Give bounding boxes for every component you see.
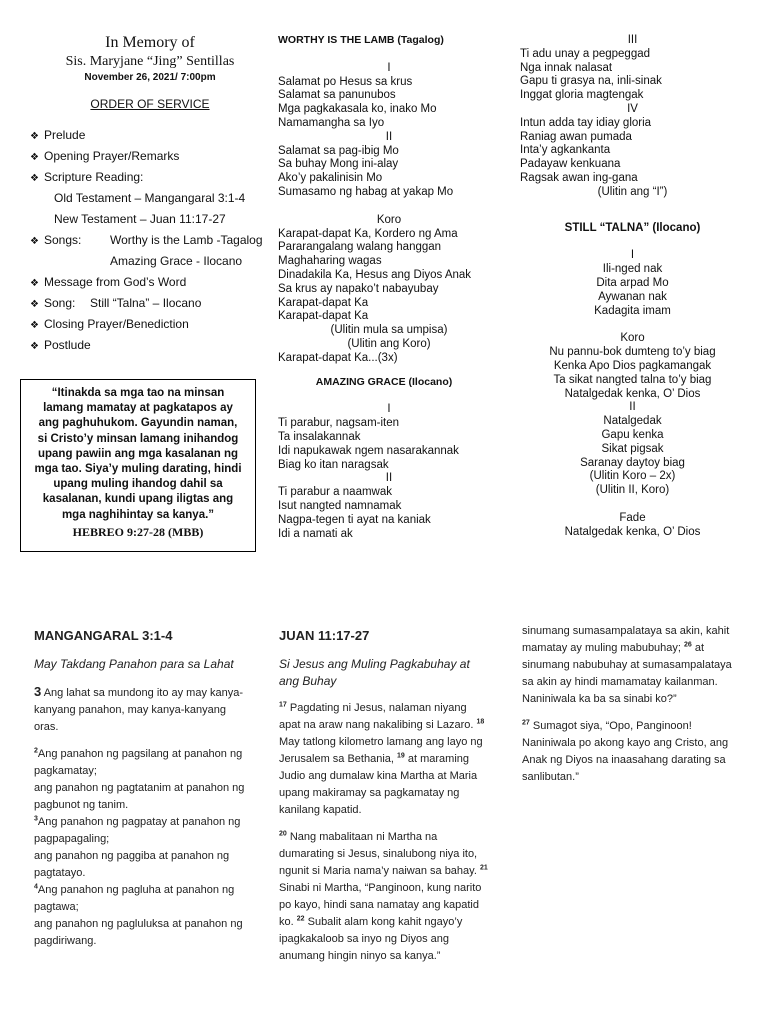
- verse-number: II: [629, 401, 636, 414]
- lyric-line: Namamangha sa Iyo: [278, 116, 385, 129]
- diamond-bullet-icon: ❖: [30, 152, 39, 163]
- lyric-line: Raniag awan pumada: [520, 130, 632, 143]
- fade-label: Fade: [619, 511, 646, 524]
- order-subitem: Old Testament – Mangangaral 3:1-4: [54, 191, 246, 205]
- lyric-line: Nga innak nalasat: [520, 61, 613, 74]
- scripture-paragraph: $^{17}$ Pagdating ni Jesus, nalaman niyang apat na araw nang nakalibing si Lazaro. $^{18}$ May tatlong kilometro lamang ang layo ng Jerusalem sa Bethania, $^{19}$ at maraming Judio ang dumalaw kina Martha at Maria upang makiramay sa pagkamatay ng kanilang kapatid.: [279, 701, 485, 816]
- lyric-line: Natalgedak kenka, O’ Dios: [564, 387, 701, 400]
- lyric-line: Dita arpad Mo: [596, 276, 669, 289]
- diamond-bullet-icon: ❖: [30, 236, 39, 247]
- lyric-line: Natalgedak kenka, O’ Dios: [564, 525, 701, 538]
- lyric-line: Ta insalakannak: [278, 430, 361, 443]
- lyric-line: Idi napukawak ngem nasarakannak: [278, 444, 459, 457]
- lyric-line: Padayaw kenkuana: [520, 158, 621, 171]
- diamond-bullet-icon: ❖: [30, 320, 39, 331]
- verse-text: “Itinakda sa mga tao na minsan lamang mamatay at pagkatapos ay ang paghuhukom. Gayundin naman, si Cristo’y minsan lamang inihandog upang pawiin ang mga kasalanan ng mga tao. Siya’y muling darating, hindi upang muling ihandog dahil sa kasalanan, kundi upang iligtas ang mga naghihintay sa kanya.”: [34, 387, 242, 521]
- song-title-amazing: AMAZING GRACE (Ilocano): [315, 375, 453, 388]
- lyric-line: Karapat-dapat Ka, Kordero ng Ama: [278, 227, 458, 240]
- lyric-line: Kadagita imam: [594, 304, 671, 317]
- verse-reference: HEBREO 9:27-28 (MBB): [72, 524, 204, 539]
- lyric-line: Sa buhay Mong ini-alay: [278, 158, 399, 171]
- lyric-line: Natalgedak: [603, 415, 662, 428]
- lyric-line: Biag ko itan naragsak: [278, 458, 389, 471]
- repeat-note: (Ulitin Koro – 2x): [589, 470, 676, 483]
- section-title: JUAN 11:17-27: [279, 628, 370, 643]
- memorial-name: Sis. Maryjane “Jing” Sentillas: [65, 54, 235, 69]
- lyric-line: Sumasamo ng habag at yakap Mo: [278, 185, 454, 198]
- diamond-bullet-icon: ❖: [30, 173, 39, 184]
- verse-number: III: [627, 34, 638, 46]
- lyric-line: Ti parabur, nagsam-iten: [278, 417, 400, 430]
- lyric-line: Isut nangted namnamak: [278, 499, 402, 512]
- memorial-column: [30, 34, 263, 356]
- section-subtitle: May Takdang Panahon para sa Lahat: [34, 657, 234, 671]
- repeat-note: (Ulitin ang “I”): [597, 185, 668, 198]
- lyric-line: Ako’y pakalinisin Mo: [278, 172, 383, 185]
- order-subitem: New Testament – Juan 11:17-27: [54, 212, 226, 226]
- order-subitem: Amazing Grace - Ilocano: [110, 254, 243, 268]
- order-item: ❖ Songs: Worthy is the Lamb -Tagalog: [30, 230, 260, 251]
- lyric-line: Idi a namati ak: [278, 527, 353, 540]
- lyric-line: Salamat po Hesus sa krus: [278, 75, 413, 88]
- order-item: ❖ Opening Prayer/Remarks: [30, 146, 260, 167]
- juan-section: [279, 627, 491, 965]
- repeat-note: (Ulitin mula sa umpisa): [330, 324, 448, 337]
- memorial-date: November 26, 2021/ 7:00pm: [84, 72, 216, 83]
- verse-number: II: [385, 130, 393, 143]
- lyric-line: Ti adu unay a pegpeggad: [520, 47, 651, 60]
- lyric-line: Kenka Apo Dios pagkamangak: [553, 359, 712, 372]
- lyric-line: Ili-nged nak: [602, 263, 663, 276]
- lyric-line: Saranay daytoy biag: [580, 456, 685, 469]
- lyric-line: Sikat pigsak: [601, 442, 664, 455]
- lyric-line: Ti parabur a naamwak: [278, 486, 392, 499]
- mangangaral-section: [34, 627, 246, 950]
- order-item: ❖ Scripture Reading:: [30, 167, 260, 188]
- diamond-bullet-icon: ❖: [30, 299, 39, 310]
- order-title: ORDER OF SERVICE: [90, 97, 210, 111]
- lyrics-column-3: [520, 34, 745, 540]
- lyric-line: Karapat-dapat Ka...(3x): [278, 351, 398, 364]
- verse-box: [20, 379, 256, 552]
- lyric-line: Sa krus ay napako’t nabayubay: [278, 282, 439, 295]
- scripture-paragraph: $^2$Ang panahon ng pagsilang at panahon ng pagkamatay; ang panahon ng pagtatanim at panahon ng pagbunot ng tanim. $^3$Ang panahon ng pagpatay at panahon ng pagpapagaling; ang panahon ng paggiba at panahon ng pagtatayo. $^4$Ang panahon ng pagluha at panahon ng pagtawa; ang panahon ng pagluluksa at panahon ng pagdiriwang.: [34, 747, 245, 947]
- order-list: [30, 125, 263, 356]
- lyric-line: Nu pannu-bok dumteng to’y biag: [549, 346, 716, 359]
- chorus-label: Koro: [620, 332, 645, 345]
- lyric-line: Intun adda tay idiay gloria: [520, 116, 652, 129]
- lyric-line: Karapat-dapat Ka: [278, 296, 369, 309]
- order-item: ❖ Postlude: [30, 335, 260, 356]
- verse-number: II: [385, 472, 393, 485]
- verse-number: I: [630, 249, 635, 262]
- verse-number: I: [387, 61, 391, 74]
- verse-number: I: [387, 403, 391, 416]
- lyric-line: Maghaharing wagas: [278, 255, 382, 268]
- order-item: ❖ Prelude: [30, 125, 260, 146]
- scripture-paragraph: sinumang sumasampalataya sa akin, kahit mamatay ay muling mabubuhay; $^{26}$ at sinumang nabubuhay at sumasampalataya sa akin ay hindi mamamatay kailanman. Naniniwala ka ba sa sinabi ko?”: [522, 625, 732, 705]
- repeat-note: (Ulitin ang Koro): [347, 337, 431, 350]
- section-subtitle: Si Jesus ang Muling Pagkabuhay at ang Buhay: [279, 657, 470, 688]
- lyric-line: Nagpa-tegen ti ayat na kaniak: [278, 513, 431, 526]
- repeat-note: (Ulitin II, Koro): [595, 484, 670, 497]
- diamond-bullet-icon: ❖: [30, 131, 39, 142]
- lyric-line: Dinadakila Ka, Hesus ang Diyos Anak: [278, 268, 472, 281]
- order-item: ❖ Message from God’s Word: [30, 272, 260, 293]
- scripture-paragraph: 3 Ang lahat sa mundong ito ay may kanya-kanyang panahon, may kanya-kanyang oras.: [34, 684, 244, 733]
- song-title-talna: STILL “TALNA” (Ilocano): [564, 221, 701, 234]
- lyric-line: Salamat sa pag-ibig Mo: [278, 144, 399, 157]
- diamond-bullet-icon: ❖: [30, 278, 39, 289]
- diamond-bullet-icon: ❖: [30, 341, 39, 352]
- lyric-line: Gapu ti grasya na, inli-sinak: [520, 75, 662, 88]
- lyric-line: Gapu kenka: [601, 428, 664, 441]
- lyric-line: Karapat-dapat Ka: [278, 310, 369, 323]
- scripture-paragraph: $^{20}$ Nang mabalitaan ni Martha na dumarating si Jesus, sinalubong niya ito, ngunit si Maria nama’y naiwan sa bahay. $^{21}$ Sinabi ni Martha, “Panginoon, kung narito po kayo, hindi sana namatay ang kapatid ko. $^{22}$ Subalit alam kong kahit ngayo’y ipagkakaloob sa inyo ng Diyos ang anumang hingin ninyo sa kanya.”: [279, 830, 488, 962]
- lyric-line: Inggat gloria magtengak: [520, 89, 644, 102]
- juan-section-continued: [522, 623, 744, 786]
- lyric-line: Ta sikat nangted talna to’y biag: [553, 373, 712, 386]
- lyrics-column-2: [278, 34, 500, 541]
- lyric-line: Pararangalang walang hanggan: [278, 241, 442, 254]
- lyric-line: Salamat sa panunubos: [278, 89, 396, 102]
- lyric-line: Mga pagkakasala ko, inako Mo: [278, 103, 437, 116]
- song-title-worthy: WORTHY IS THE LAMB (Tagalog): [278, 34, 444, 46]
- lyric-line: Inta’y agkankanta: [520, 144, 611, 157]
- order-item: ❖ Closing Prayer/Benediction: [30, 314, 260, 335]
- lyric-line: Ragsak awan ing-gana: [520, 171, 638, 184]
- memorial-title: In Memory of: [105, 34, 195, 51]
- verse-number: IV: [627, 102, 638, 115]
- lyric-line: Aywanan nak: [598, 290, 667, 303]
- section-title: MANGANGARAL 3:1-4: [34, 628, 173, 643]
- order-item: ❖ Song: Still “Talna” – Ilocano: [30, 293, 260, 314]
- chorus-label: Koro: [376, 213, 402, 226]
- scripture-paragraph: $^{27}$ Sumagot siya, “Opo, Panginoon! Naniniwala po akong kayo ang Cristo, ang Anak ng Diyos na inaasahang darating sa sanlibutan.”: [522, 719, 729, 783]
